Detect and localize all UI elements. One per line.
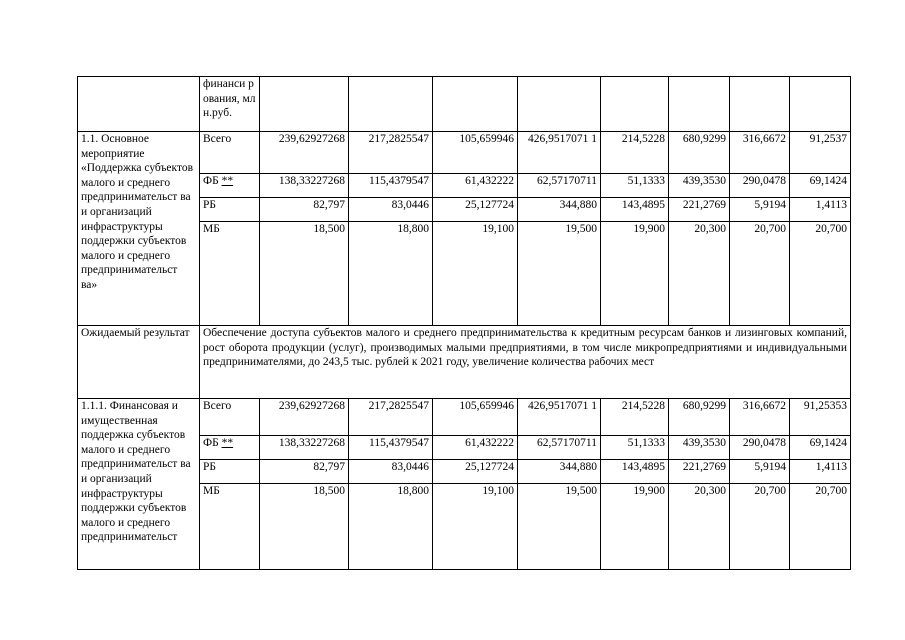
value-cell: 290,0478 — [730, 174, 790, 198]
value-cell: 439,3530 — [669, 174, 730, 198]
expected-result-label: Ожидаемый результат — [78, 326, 200, 399]
value-cell: 69,1424 — [790, 436, 851, 460]
header-cell-empty — [78, 77, 200, 132]
header-cell-empty — [260, 77, 349, 132]
value-cell: 19,100 — [433, 484, 518, 570]
header-source-label: финанси рования, млн.руб. — [200, 77, 260, 132]
footnote-mark: ** — [221, 437, 234, 449]
header-cell-empty — [601, 77, 669, 132]
value-cell: 217,2825547 — [349, 132, 433, 174]
value-cell: 680,9299 — [669, 132, 730, 174]
value-cell: 439,3530 — [669, 436, 730, 460]
table-row — [78, 132, 851, 174]
value-cell: 143,4895 — [601, 460, 669, 484]
source-cell: ФБ ** — [200, 174, 260, 198]
value-cell: 83,0446 — [349, 460, 433, 484]
table-header-row — [78, 77, 851, 132]
value-cell: 25,127724 — [433, 460, 518, 484]
value-cell: 214,5228 — [601, 399, 669, 436]
value-cell: 19,900 — [601, 484, 669, 570]
value-cell: 83,0446 — [349, 198, 433, 222]
value-cell: 61,432222 — [433, 174, 518, 198]
value-cell: 1,4113 — [790, 460, 851, 484]
value-cell: 105,659946 — [433, 132, 518, 174]
value-cell: 20,300 — [669, 222, 730, 326]
value-cell: 344,880 — [518, 198, 601, 222]
header-cell-empty — [433, 77, 518, 132]
value-cell: 18,500 — [260, 484, 349, 570]
value-cell: 20,700 — [790, 222, 851, 326]
value-cell: 19,500 — [518, 484, 601, 570]
source-cell: ФБ ** — [200, 436, 260, 460]
activity-name-cell: 1.1. Основное мероприятие «Поддержка субъектов малого и среднего предпринимательст ва и организаций инфраструктуры поддержки субъектов малого и среднего предпринимательст ва» — [78, 132, 200, 326]
header-cell-empty — [730, 77, 790, 132]
value-cell: 20,700 — [730, 222, 790, 326]
value-cell: 18,800 — [349, 484, 433, 570]
value-cell: 115,4379547 — [349, 174, 433, 198]
value-cell: 138,33227268 — [260, 436, 349, 460]
value-cell: 20,700 — [730, 484, 790, 570]
expected-result-row — [78, 326, 851, 399]
value-cell: 62,57170711 — [518, 174, 601, 198]
value-cell: 426,9517071 1 — [518, 399, 601, 436]
value-cell: 1,4113 — [790, 198, 851, 222]
value-cell: 25,127724 — [433, 198, 518, 222]
value-cell: 5,9194 — [730, 198, 790, 222]
source-cell: Всего — [200, 132, 260, 174]
value-cell: 62,57170711 — [518, 436, 601, 460]
value-cell: 680,9299 — [669, 399, 730, 436]
footnote-mark: ** — [221, 175, 234, 187]
value-cell: 115,4379547 — [349, 436, 433, 460]
value-cell: 316,6672 — [730, 132, 790, 174]
table-row — [78, 399, 851, 436]
header-cell-empty — [349, 77, 433, 132]
value-cell: 91,25353 — [790, 399, 851, 436]
header-cell-empty — [790, 77, 851, 132]
value-cell: 239,62927268 — [260, 132, 349, 174]
financing-table — [77, 76, 851, 570]
value-cell: 316,6672 — [730, 399, 790, 436]
value-cell: 290,0478 — [730, 436, 790, 460]
value-cell: 239,62927268 — [260, 399, 349, 436]
header-cell-empty — [518, 77, 601, 132]
expected-result-text: Обеспечение доступа субъектов малого и среднего предпринимательства к кредитным ресурсам банков и лизинговых компаний, рост оборота продукции (услуг), производимых малыми предприятиями, в том числе микропредприятиями и индивидуальными предпринимателями, до 243,5 тыс. рублей к 2021 году, увеличение количества рабочих мест — [200, 326, 851, 399]
activity-name-cell: 1.1.1. Финансовая и имущественная поддержка субъектов малого и среднего предпринимательст ва и организаций инфраструктуры поддержки субъектов малого и среднего предпринимательст — [78, 399, 200, 570]
value-cell: 82,797 — [260, 460, 349, 484]
value-cell: 426,9517071 1 — [518, 132, 601, 174]
source-cell: Всего — [200, 399, 260, 436]
value-cell: 221,2769 — [669, 460, 730, 484]
value-cell: 143,4895 — [601, 198, 669, 222]
value-cell: 19,500 — [518, 222, 601, 326]
source-cell: МБ — [200, 484, 260, 570]
value-cell: 91,2537 — [790, 132, 851, 174]
value-cell: 20,700 — [790, 484, 851, 570]
source-cell: РБ — [200, 198, 260, 222]
value-cell: 5,9194 — [730, 460, 790, 484]
source-cell: МБ — [200, 222, 260, 326]
source-cell: РБ — [200, 460, 260, 484]
value-cell: 69,1424 — [790, 174, 851, 198]
value-cell: 138,33227268 — [260, 174, 349, 198]
header-cell-empty — [669, 77, 730, 132]
value-cell: 217,2825547 — [349, 399, 433, 436]
value-cell: 214,5228 — [601, 132, 669, 174]
value-cell: 19,900 — [601, 222, 669, 326]
value-cell: 221,2769 — [669, 198, 730, 222]
value-cell: 18,800 — [349, 222, 433, 326]
value-cell: 105,659946 — [433, 399, 518, 436]
value-cell: 344,880 — [518, 460, 601, 484]
value-cell: 20,300 — [669, 484, 730, 570]
value-cell: 51,1333 — [601, 436, 669, 460]
value-cell: 18,500 — [260, 222, 349, 326]
value-cell: 61,432222 — [433, 436, 518, 460]
value-cell: 19,100 — [433, 222, 518, 326]
value-cell: 51,1333 — [601, 174, 669, 198]
value-cell: 82,797 — [260, 198, 349, 222]
